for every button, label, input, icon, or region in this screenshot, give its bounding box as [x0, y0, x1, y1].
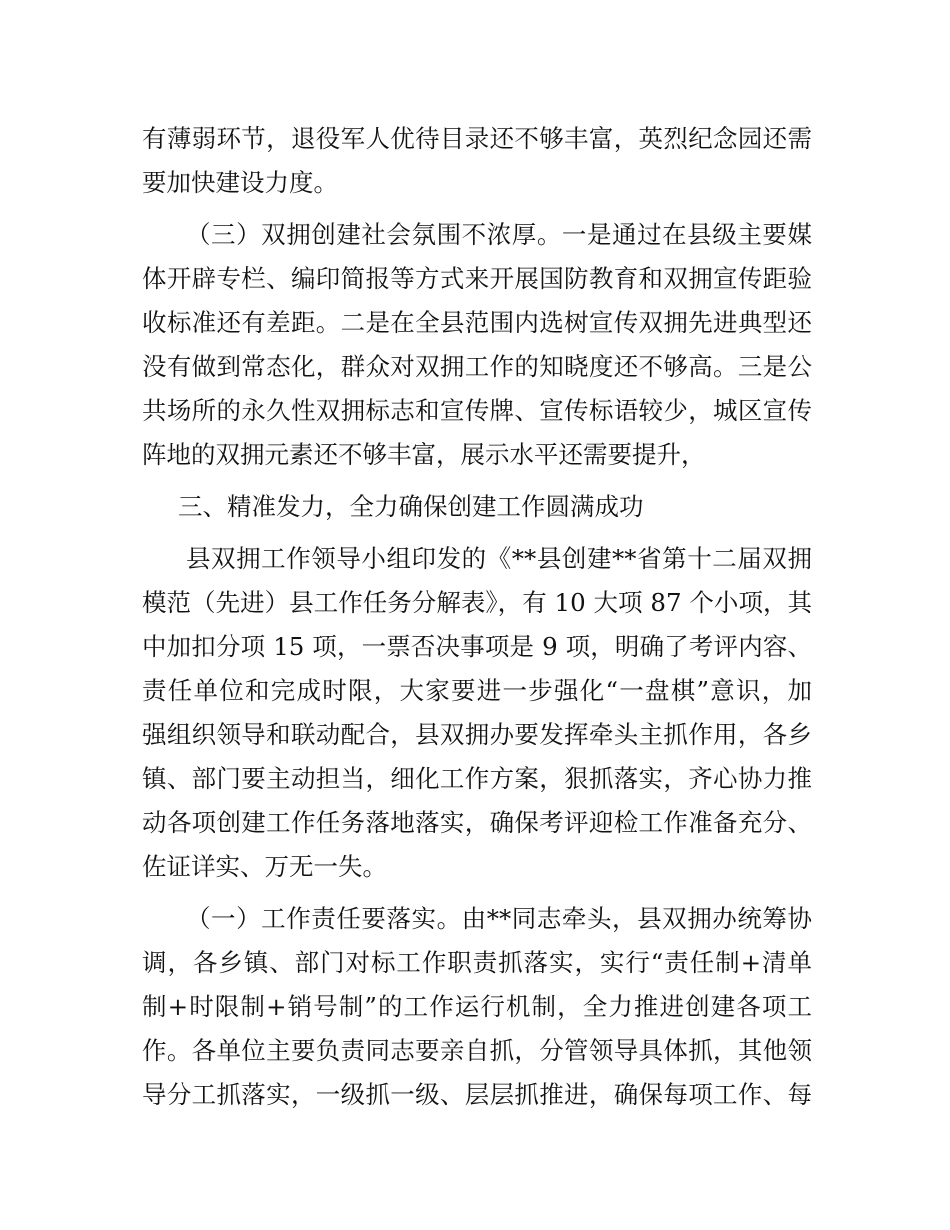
body-text-line: 要加快建设力度。	[142, 168, 338, 197]
body-text-line: 动各项创建工作任务落地落实，确保考评迎检工作准备充分、	[142, 808, 812, 837]
body-text-line: 作。各单位主要负责同志要亲自抓，分管领导具体抓，其他领	[142, 1036, 812, 1065]
subsection-heading-line: （一）工作责任要落实。由**同志牵头，县双拥办统筹协	[186, 904, 812, 933]
body-text-line: 没有做到常态化，群众对双拥工作的知晓度还不够高。三是公	[142, 352, 812, 381]
body-text-line: 制+时限制+销号制”的工作运行机制，全力推进创建各项工	[142, 992, 812, 1021]
body-text-line: 导分工抓落实，一级抓一级、层层抓推进，确保每项工作、每	[142, 1080, 812, 1109]
body-text-line: 中加扣分项 15 项，一票否决事项是 9 项，明确了考评内容、	[142, 632, 812, 661]
body-text-line: 镇、部门要主动担当，细化工作方案，狠抓落实，齐心协力推	[142, 764, 812, 793]
body-text-line: 收标准还有差距。二是在全县范围内选树宣传双拥先进典型还	[142, 308, 812, 337]
section-heading: 三、精准发力，全力确保创建工作圆满成功	[178, 492, 644, 521]
body-text-line: 模范（先进）县工作任务分解表》，有 10 大项 87 个小项，其	[142, 588, 812, 617]
body-text-line: 县双拥工作领导小组印发的《**县创建**省第十二届双拥	[186, 544, 812, 573]
body-text-line: 佐证详实、万无一失。	[142, 852, 387, 881]
body-text-line: 阵地的双拥元素还不够丰富，展示水平还需要提升，	[142, 440, 706, 469]
subsection-heading-line: （三）双拥创建社会氛围不浓厚。一是通过在县级主要媒	[186, 220, 812, 249]
body-text-line: 责任单位和完成时限，大家要进一步强化“一盘棋”意识，加	[142, 676, 812, 705]
body-text-line: 调，各乡镇、部门对标工作职责抓落实，实行“责任制+清单	[142, 948, 812, 977]
body-text-line: 强组织领导和联动配合，县双拥办要发挥牵头主抓作用，各乡	[142, 720, 812, 749]
body-text-line: 共场所的永久性双拥标志和宣传牌、宣传标语较少，城区宣传	[142, 396, 812, 425]
body-text-line: 有薄弱环节，退役军人优待目录还不够丰富，英烈纪念园还需	[142, 124, 812, 153]
body-text-line: 体开辟专栏、编印简报等方式来开展国防教育和双拥宣传距验	[142, 264, 812, 293]
